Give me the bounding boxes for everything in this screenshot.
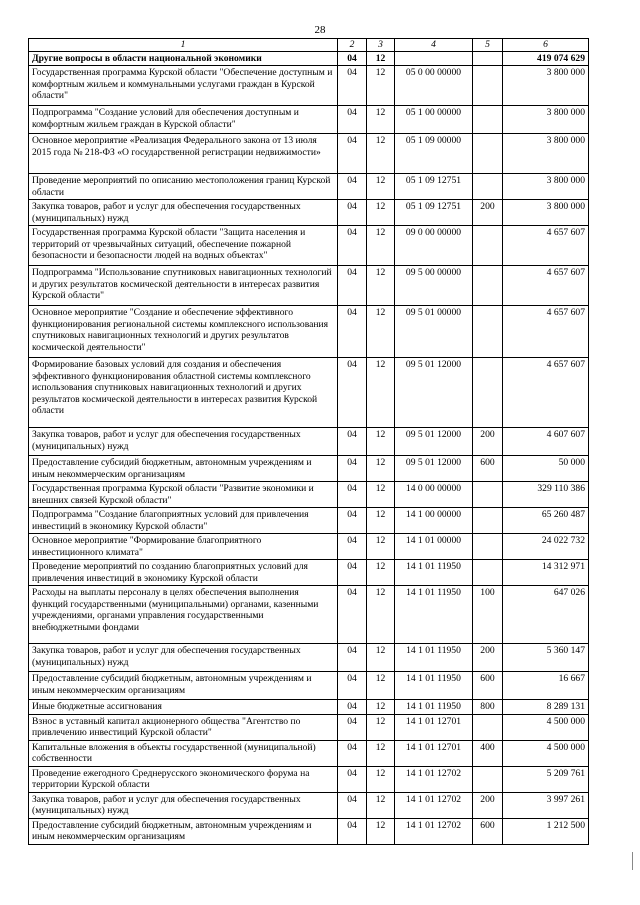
- row-amount-cell: 5 209 761: [503, 766, 589, 792]
- table-row: [29, 482, 589, 508]
- table-row: [29, 740, 589, 766]
- row-name-cell: Предоставление субсидий бюджетным, автономным учреждениям и иным некоммерческим организациям: [29, 672, 338, 700]
- row-target-article-cell: 14 1 01 12702: [395, 792, 473, 818]
- row-name-cell: Проведение мероприятий по описанию местоположения границ Курской области: [29, 174, 338, 200]
- row-expense-type-cell: [473, 534, 503, 560]
- row-section-cell: 04: [338, 200, 367, 226]
- row-name-cell: Предоставление субсидий бюджетным, автономным учреждениям и иным некоммерческим организациям: [29, 456, 338, 482]
- table-row: [29, 428, 589, 456]
- row-expense-type-cell: 600: [473, 672, 503, 700]
- row-amount-cell: 4 657 607: [503, 266, 589, 306]
- row-name-cell: Подпрограмма "Создание благоприятных условий для привлечения инвестиций в экономику Курской области": [29, 508, 338, 534]
- row-expense-type-cell: 200: [473, 200, 503, 226]
- row-amount-cell: 65 260 487: [503, 508, 589, 534]
- row-subsection-cell: 12: [367, 51, 395, 66]
- row-name-cell: Закупка товаров, работ и услуг для обеспечения государственных (муниципальных) нужд: [29, 200, 338, 226]
- row-name-cell: Проведение ежегодного Среднерусского экономического форума на территории Курской области: [29, 766, 338, 792]
- page-number: 28: [314, 24, 326, 36]
- row-section-cell: 04: [338, 560, 367, 586]
- row-expense-type-cell: [473, 106, 503, 134]
- row-section-cell: 04: [338, 672, 367, 700]
- row-expense-type-cell: 200: [473, 644, 503, 672]
- table-row: [29, 174, 589, 200]
- row-section-cell: 04: [338, 51, 367, 66]
- table-body: [29, 51, 589, 844]
- row-amount-cell: 329 110 386: [503, 482, 589, 508]
- row-target-article-cell: 14 1 01 11950: [395, 700, 473, 715]
- row-expense-type-cell: 200: [473, 428, 503, 456]
- row-section-cell: 04: [338, 106, 367, 134]
- row-amount-cell: 24 022 732: [503, 534, 589, 560]
- row-target-article-cell: [395, 51, 473, 66]
- row-amount-cell: 3 800 000: [503, 134, 589, 174]
- row-target-article-cell: 14 0 00 00000: [395, 482, 473, 508]
- scan-edge-mark: [632, 852, 633, 870]
- row-subsection-cell: 12: [367, 428, 395, 456]
- row-subsection-cell: 12: [367, 672, 395, 700]
- row-name-cell: Основное мероприятие «Реализация Федерального закона от 13 июля 2015 года № 218-ФЗ «О государственной регистрации недвижимости»: [29, 134, 338, 174]
- row-subsection-cell: 12: [367, 200, 395, 226]
- row-amount-cell: 3 800 000: [503, 200, 589, 226]
- row-subsection-cell: 12: [367, 644, 395, 672]
- row-subsection-cell: 12: [367, 740, 395, 766]
- row-subsection-cell: 12: [367, 456, 395, 482]
- table-row: [29, 508, 589, 534]
- row-expense-type-cell: [473, 226, 503, 266]
- row-section-cell: 04: [338, 428, 367, 456]
- table-row: [29, 534, 589, 560]
- row-subsection-cell: 12: [367, 714, 395, 740]
- row-section-cell: 04: [338, 644, 367, 672]
- table-row: [29, 66, 589, 106]
- table-row: [29, 456, 589, 482]
- row-target-article-cell: 14 1 01 12702: [395, 766, 473, 792]
- row-amount-cell: 4 500 000: [503, 714, 589, 740]
- row-section-cell: 04: [338, 792, 367, 818]
- row-target-article-cell: 09 5 01 12000: [395, 428, 473, 456]
- row-expense-type-cell: [473, 174, 503, 200]
- row-amount-cell: 8 289 131: [503, 700, 589, 715]
- column-header-section: 2: [338, 39, 367, 52]
- table-row: [29, 306, 589, 358]
- row-section-cell: 04: [338, 226, 367, 266]
- row-amount-cell: 3 800 000: [503, 106, 589, 134]
- table-header-row: [29, 39, 589, 52]
- row-target-article-cell: 09 5 01 00000: [395, 306, 473, 358]
- row-section-cell: 04: [338, 358, 367, 428]
- row-expense-type-cell: [473, 508, 503, 534]
- row-subsection-cell: 12: [367, 134, 395, 174]
- row-name-cell: Государственная программа Курской области "Развитие экономики и внешних связей Курской области": [29, 482, 338, 508]
- row-expense-type-cell: [473, 51, 503, 66]
- row-amount-cell: 4 500 000: [503, 740, 589, 766]
- row-name-cell: Подпрограмма "Создание условий для обеспечения доступным и комфортным жильем граждан в Курской области": [29, 106, 338, 134]
- table-row: [29, 792, 589, 818]
- row-subsection-cell: 12: [367, 534, 395, 560]
- row-expense-type-cell: [473, 714, 503, 740]
- row-target-article-cell: 09 5 01 12000: [395, 358, 473, 428]
- row-subsection-cell: 12: [367, 508, 395, 534]
- row-section-cell: 04: [338, 306, 367, 358]
- column-header-amount: 6: [503, 39, 589, 52]
- row-subsection-cell: 12: [367, 792, 395, 818]
- row-expense-type-cell: 600: [473, 818, 503, 844]
- row-target-article-cell: 05 1 00 00000: [395, 106, 473, 134]
- row-name-cell: Закупка товаров, работ и услуг для обеспечения государственных (муниципальных) нужд: [29, 792, 338, 818]
- row-amount-cell: 14 312 971: [503, 560, 589, 586]
- row-amount-cell: 5 360 147: [503, 644, 589, 672]
- column-header-expense-type: 5: [473, 39, 503, 52]
- row-target-article-cell: 14 1 01 11950: [395, 586, 473, 644]
- table-row: [29, 106, 589, 134]
- row-target-article-cell: 09 5 01 12000: [395, 456, 473, 482]
- row-target-article-cell: 14 1 01 12702: [395, 818, 473, 844]
- row-amount-cell: 4 657 607: [503, 226, 589, 266]
- table-row: [29, 226, 589, 266]
- row-section-cell: 04: [338, 66, 367, 106]
- row-expense-type-cell: [473, 266, 503, 306]
- row-target-article-cell: 05 1 09 12751: [395, 174, 473, 200]
- row-expense-type-cell: [473, 358, 503, 428]
- row-amount-cell: 4 657 607: [503, 306, 589, 358]
- row-expense-type-cell: [473, 66, 503, 106]
- row-target-article-cell: 14 1 01 11950: [395, 672, 473, 700]
- table-row: [29, 358, 589, 428]
- row-name-cell: Капитальные вложения в объекты государственной (муниципальной) собственности: [29, 740, 338, 766]
- row-section-cell: 04: [338, 700, 367, 715]
- row-subsection-cell: 12: [367, 358, 395, 428]
- row-section-cell: 04: [338, 508, 367, 534]
- row-subsection-cell: 12: [367, 586, 395, 644]
- row-section-cell: 04: [338, 818, 367, 844]
- row-name-cell: Взнос в уставный капитал акционерного общества "Агентство по привлечению инвестиций Курской области": [29, 714, 338, 740]
- column-header-subsection: 3: [367, 39, 395, 52]
- row-target-article-cell: 09 0 00 00000: [395, 226, 473, 266]
- row-target-article-cell: 14 1 01 11950: [395, 560, 473, 586]
- row-expense-type-cell: 200: [473, 792, 503, 818]
- row-section-cell: 04: [338, 482, 367, 508]
- table-row: [29, 700, 589, 715]
- row-section-cell: 04: [338, 586, 367, 644]
- table-row: [29, 51, 589, 66]
- row-name-cell: Закупка товаров, работ и услуг для обеспечения государственных (муниципальных) нужд: [29, 644, 338, 672]
- row-name-cell: Иные бюджетные ассигнования: [29, 700, 338, 715]
- row-amount-cell: 3 997 261: [503, 792, 589, 818]
- row-amount-cell: 50 000: [503, 456, 589, 482]
- table-row: [29, 134, 589, 174]
- column-header-name: 1: [29, 39, 338, 52]
- budget-table: [28, 38, 589, 845]
- row-amount-cell: 419 074 629: [503, 51, 589, 66]
- row-target-article-cell: 14 1 00 00000: [395, 508, 473, 534]
- table-row: [29, 644, 589, 672]
- row-expense-type-cell: [473, 560, 503, 586]
- row-name-cell: Подпрограмма "Использование спутниковых навигационных технологий и других результатов космической деятельности в интересах развития Курской области": [29, 266, 338, 306]
- row-subsection-cell: 12: [367, 226, 395, 266]
- row-target-article-cell: 14 1 01 11950: [395, 644, 473, 672]
- row-amount-cell: 1 212 500: [503, 818, 589, 844]
- row-subsection-cell: 12: [367, 560, 395, 586]
- row-amount-cell: 4 607 607: [503, 428, 589, 456]
- row-name-cell: Другие вопросы в области национальной экономики: [29, 51, 338, 66]
- row-expense-type-cell: [473, 766, 503, 792]
- row-section-cell: 04: [338, 714, 367, 740]
- row-target-article-cell: 05 0 00 00000: [395, 66, 473, 106]
- table-row: [29, 714, 589, 740]
- row-section-cell: 04: [338, 174, 367, 200]
- row-subsection-cell: 12: [367, 106, 395, 134]
- row-expense-type-cell: [473, 306, 503, 358]
- row-subsection-cell: 12: [367, 818, 395, 844]
- row-expense-type-cell: 800: [473, 700, 503, 715]
- column-header-target-article: 4: [395, 39, 473, 52]
- row-section-cell: 04: [338, 134, 367, 174]
- row-section-cell: 04: [338, 740, 367, 766]
- row-name-cell: Предоставление субсидий бюджетным, автономным учреждениям и иным некоммерческим организациям: [29, 818, 338, 844]
- row-amount-cell: 3 800 000: [503, 66, 589, 106]
- table-row: [29, 560, 589, 586]
- row-section-cell: 04: [338, 266, 367, 306]
- row-subsection-cell: 12: [367, 174, 395, 200]
- row-expense-type-cell: 100: [473, 586, 503, 644]
- row-name-cell: Государственная программа Курской области "Обеспечение доступным и комфортным жильем и коммунальными услугами граждан в Курской области": [29, 66, 338, 106]
- row-name-cell: Закупка товаров, работ и услуг для обеспечения государственных (муниципальных) нужд: [29, 428, 338, 456]
- row-name-cell: Основное мероприятие "Создание и обеспечение эффективного функционирования региональной системы комплексного использования спутниковых навигационных технологий и других результатов космической деятельности": [29, 306, 338, 358]
- row-target-article-cell: 14 1 01 00000: [395, 534, 473, 560]
- row-expense-type-cell: 400: [473, 740, 503, 766]
- row-name-cell: Основное мероприятие "Формирование благоприятного инвестиционного климата": [29, 534, 338, 560]
- row-subsection-cell: 12: [367, 66, 395, 106]
- table-row: [29, 672, 589, 700]
- row-amount-cell: 647 026: [503, 586, 589, 644]
- row-section-cell: 04: [338, 766, 367, 792]
- row-expense-type-cell: [473, 134, 503, 174]
- row-target-article-cell: 09 5 00 00000: [395, 266, 473, 306]
- table-row: [29, 818, 589, 844]
- row-subsection-cell: 12: [367, 700, 395, 715]
- table-row: [29, 586, 589, 644]
- row-name-cell: Расходы на выплаты персоналу в целях обеспечения выполнения функций государственными (муниципальными) органами, казенными учреждениями, органами управления государственными внебюджетными фондами: [29, 586, 338, 644]
- row-section-cell: 04: [338, 456, 367, 482]
- row-target-article-cell: 05 1 09 12751: [395, 200, 473, 226]
- row-subsection-cell: 12: [367, 766, 395, 792]
- row-subsection-cell: 12: [367, 482, 395, 508]
- row-name-cell: Проведение мероприятий по созданию благоприятных условий для привлечения инвестиций в экономику Курской области: [29, 560, 338, 586]
- table-row: [29, 766, 589, 792]
- row-expense-type-cell: [473, 482, 503, 508]
- row-name-cell: Государственная программа Курской области "Защита населения и территорий от чрезвычайных ситуаций, обеспечение пожарной безопасности и безопасности людей на водных объектах": [29, 226, 338, 266]
- row-name-cell: Формирование базовых условий для создания и обеспечения эффективного функционирования областной системы комплексного использования спутниковых навигационных технологий и других результатов космической деятельности в интересах развития Курской области: [29, 358, 338, 428]
- row-subsection-cell: 12: [367, 266, 395, 306]
- row-subsection-cell: 12: [367, 306, 395, 358]
- row-target-article-cell: 14 1 01 12701: [395, 714, 473, 740]
- row-section-cell: 04: [338, 534, 367, 560]
- row-expense-type-cell: 600: [473, 456, 503, 482]
- row-target-article-cell: 14 1 01 12701: [395, 740, 473, 766]
- row-target-article-cell: 05 1 09 00000: [395, 134, 473, 174]
- row-amount-cell: 4 657 607: [503, 358, 589, 428]
- row-amount-cell: 3 800 000: [503, 174, 589, 200]
- table-row: [29, 266, 589, 306]
- row-amount-cell: 16 667: [503, 672, 589, 700]
- table-row: [29, 200, 589, 226]
